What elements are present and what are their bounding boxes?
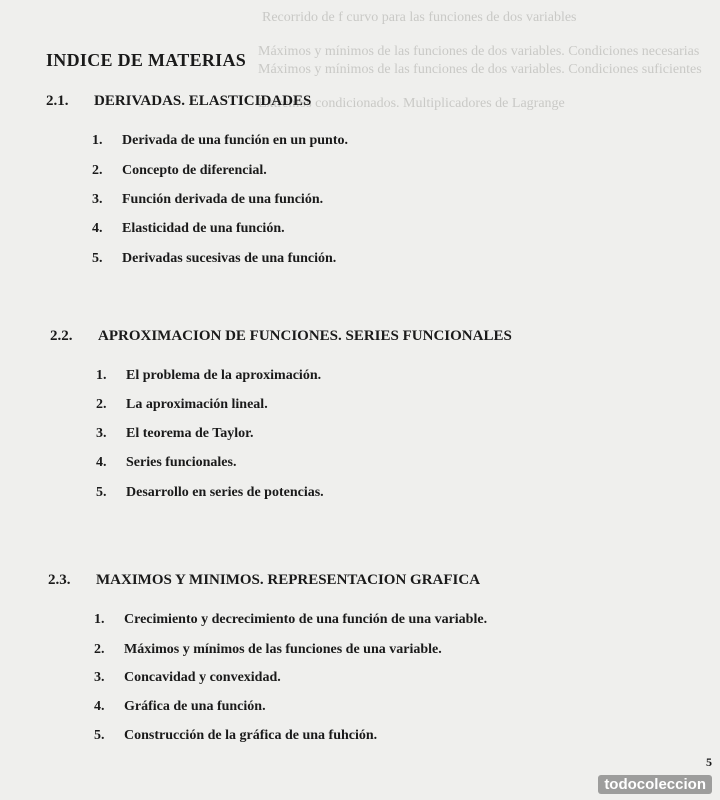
item-number: 5.	[96, 485, 107, 500]
bleed-line: Máximos y mínimos de las funciones de dos variables. Condiciones necesarias	[258, 44, 700, 59]
list-item	[96, 426, 254, 442]
item-number: 5.	[92, 251, 103, 266]
bleed-line: Recorrido de f curvo para las funciones de dos variables	[262, 10, 577, 25]
item-number: 2.	[92, 163, 103, 178]
item-text: Concepto de diferencial.	[122, 163, 267, 178]
item-text: El teorema de Taylor.	[126, 426, 254, 441]
watermark-logo: todocoleccion	[598, 775, 712, 794]
item-number: 4.	[94, 699, 105, 714]
list-item	[92, 133, 348, 149]
item-text: Construcción de la gráfica de una fuhción.	[124, 728, 378, 743]
section-number: 2.1.	[46, 93, 69, 109]
list-item	[92, 251, 336, 267]
item-number: 3.	[94, 670, 105, 685]
section-2-2	[50, 328, 690, 500]
item-text: Función derivada de una función.	[122, 192, 324, 207]
item-number: 1.	[94, 612, 105, 627]
list-item	[94, 699, 266, 715]
item-text: La aproximación lineal.	[126, 397, 268, 412]
list-item	[94, 728, 377, 744]
item-text: Series funcionales.	[126, 455, 237, 470]
item-number: 2.	[96, 397, 107, 412]
item-text: Crecimiento y decrecimiento de una función de una variable.	[124, 612, 488, 627]
item-text: Concavidad y convexidad.	[124, 670, 281, 685]
list-item	[92, 163, 267, 179]
section-title: MAXIMOS Y MINIMOS. REPRESENTACION GRAFICA	[96, 572, 481, 588]
list-item	[96, 485, 324, 501]
section-title: DERIVADAS. ELASTICIDADES	[94, 93, 312, 109]
item-number: 4.	[96, 455, 107, 470]
item-text: Desarrollo en series de potencias.	[126, 485, 324, 500]
item-number: 1.	[96, 368, 107, 383]
item-text: Máximos y mínimos de las funciones de una variable.	[124, 642, 442, 657]
section-number: 2.3.	[48, 572, 71, 588]
page-number: 5	[706, 755, 712, 769]
list-item	[94, 670, 281, 686]
list-item	[96, 368, 321, 384]
list-item	[96, 397, 268, 413]
item-number: 5.	[94, 728, 105, 743]
section-heading	[48, 572, 688, 589]
page-title: INDICE DE MATERIAS	[46, 50, 247, 70]
item-number: 3.	[96, 426, 107, 441]
bleed-line: Máximos y mínimos de las funciones de dos variables. Condiciones suficientes	[258, 62, 702, 77]
item-text: Gráfica de una función.	[124, 699, 266, 714]
section-heading	[50, 328, 690, 345]
list-item	[92, 192, 323, 208]
item-number: 4.	[92, 221, 103, 236]
item-number: 2.	[94, 642, 105, 657]
list-item	[94, 612, 487, 628]
list-item	[96, 455, 236, 471]
section-title: APROXIMACION DE FUNCIONES. SERIES FUNCIONALES	[98, 328, 512, 344]
item-text: Derivadas sucesivas de una función.	[122, 251, 337, 266]
item-text: Derivada de una función en un punto.	[122, 133, 349, 148]
bleed-line: Extremos condicionados. Multiplicadores de Lagrange	[258, 96, 565, 111]
section-number: 2.2.	[50, 328, 73, 344]
item-number: 1.	[92, 133, 103, 148]
list-item	[94, 642, 442, 658]
item-number: 3.	[92, 192, 103, 207]
section-2-3	[48, 572, 688, 743]
section-heading	[46, 93, 686, 110]
item-text: Elasticidad de una función.	[122, 221, 285, 236]
list-item	[92, 221, 285, 237]
section-2-1	[46, 93, 686, 266]
item-text: El problema de la aproximación.	[126, 368, 322, 383]
